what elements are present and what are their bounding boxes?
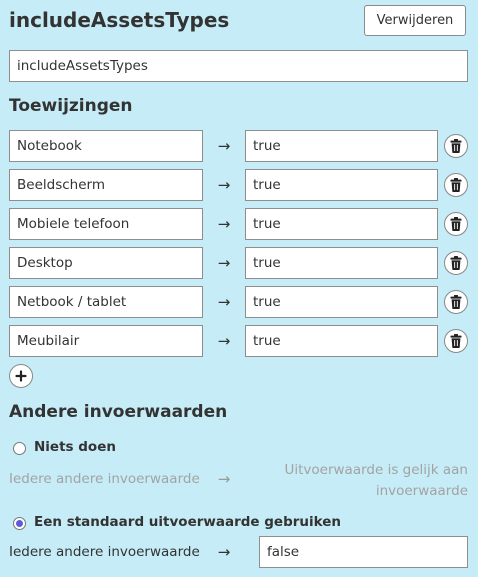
mapping-output-field[interactable]: true: [245, 208, 438, 240]
delete-mapping-button[interactable]: [444, 290, 468, 314]
arrow-right-icon: →: [217, 470, 231, 488]
radio-do-nothing-label: Niets doen: [34, 439, 116, 455]
radio-use-default-label: Een standaard uitvoerwaarde gebruiken: [34, 514, 342, 530]
arrow-right-icon: →: [217, 215, 231, 233]
name-field[interactable]: includeAssetsTypes: [9, 50, 468, 82]
delete-mapping-button[interactable]: [444, 212, 468, 236]
delete-mapping-button[interactable]: [444, 134, 468, 158]
trash-icon: [450, 295, 462, 309]
do-nothing-output-line1: Uitvoerwaarde is gelijk aan: [284, 462, 468, 478]
arrow-right-icon: →: [217, 176, 231, 194]
trash-icon: [450, 256, 462, 270]
page-title: includeAssetsTypes: [9, 8, 230, 32]
mapping-input-field[interactable]: Desktop: [9, 247, 203, 279]
trash-icon: [450, 178, 462, 192]
delete-mapping-button[interactable]: [444, 173, 468, 197]
mapping-input-field[interactable]: Netbook / tablet: [9, 286, 203, 318]
mapping-input-field[interactable]: Meubilair: [9, 325, 203, 357]
mapping-input-field[interactable]: Notebook: [9, 130, 203, 162]
arrow-right-icon: →: [217, 293, 231, 311]
trash-icon: [450, 334, 462, 348]
do-nothing-output-line2: invoerwaarde: [375, 483, 468, 499]
plus-icon: [15, 370, 27, 382]
arrow-right-icon: →: [217, 332, 231, 350]
mapping-output-field[interactable]: true: [245, 169, 438, 201]
trash-icon: [450, 217, 462, 231]
mappings-heading: Toewijzingen: [9, 96, 133, 116]
mapping-input-field[interactable]: Mobiele telefoon: [9, 208, 203, 240]
other-inputs-heading: Andere invoerwaarden: [9, 402, 228, 422]
default-output-field[interactable]: false: [259, 536, 468, 568]
delete-button[interactable]: Verwijderen: [364, 5, 466, 36]
default-input-text: Iedere andere invoerwaarde: [9, 544, 200, 560]
radio-use-default[interactable]: [13, 517, 26, 530]
delete-mapping-button[interactable]: [444, 329, 468, 353]
add-mapping-button[interactable]: [9, 364, 33, 388]
arrow-right-icon: →: [217, 543, 231, 561]
delete-mapping-button[interactable]: [444, 251, 468, 275]
radio-do-nothing[interactable]: [13, 442, 26, 455]
mapping-output-field[interactable]: true: [245, 130, 438, 162]
mapping-input-field[interactable]: Beeldscherm: [9, 169, 203, 201]
mapping-output-field[interactable]: true: [245, 325, 438, 357]
trash-icon: [450, 139, 462, 153]
mapping-output-field[interactable]: true: [245, 247, 438, 279]
arrow-right-icon: →: [217, 254, 231, 272]
mapping-output-field[interactable]: true: [245, 286, 438, 318]
arrow-right-icon: →: [217, 137, 231, 155]
do-nothing-output-text: [266, 460, 468, 502]
do-nothing-input-text: Iedere andere invoerwaarde: [9, 471, 200, 487]
